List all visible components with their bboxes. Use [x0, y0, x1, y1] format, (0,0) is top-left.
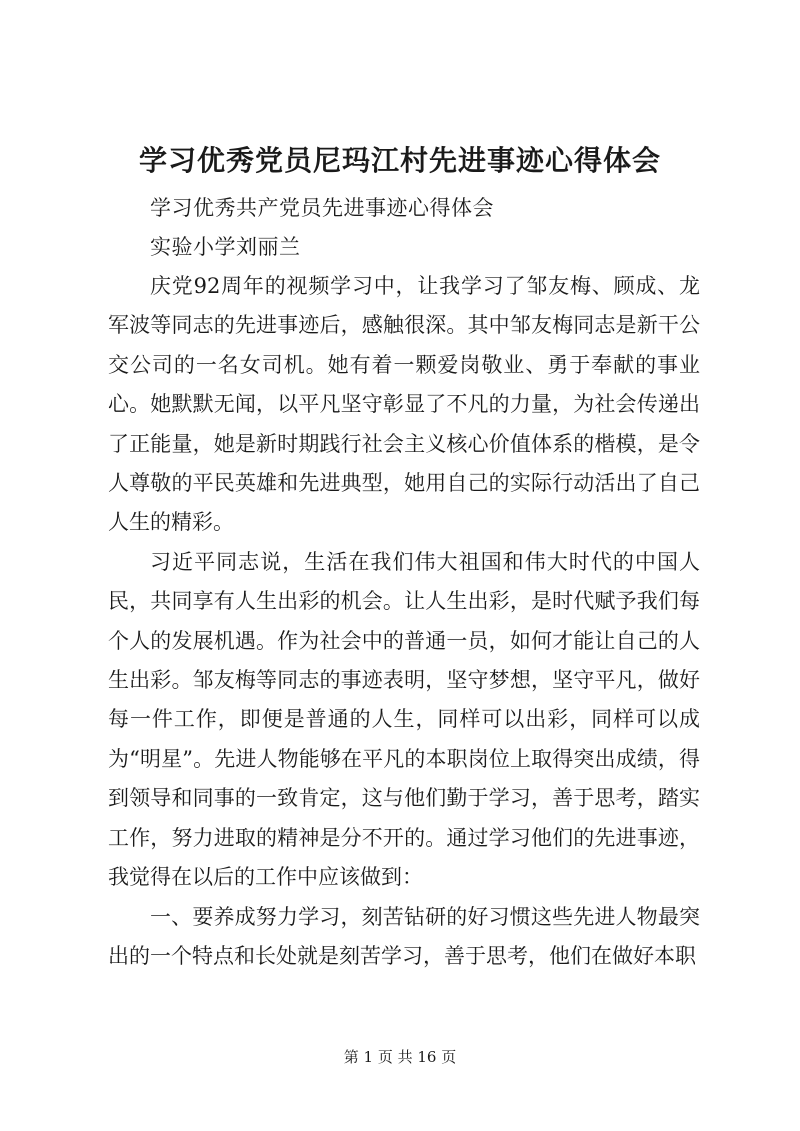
body-paragraph-1: 庆党92周年的视频学习中，让我学习了邹友梅、顾成、龙军波等同志的先进事迹后，感触很深。其中邹友梅同志是新干公交公司的一名女司机。她有着一颗爱岗敬业、勇于奉献的事业心。她默默无闻，以平凡坚守彰显了不凡的力量，为社会传递出了正能量，她是新时期践行社会主义核心价值体系的楷模，是令人尊敬的平民英雄和先进典型，她用自己的实际行动活出了自己人生的精彩。 [108, 274, 700, 535]
document-body [108, 267, 700, 976]
document-title: 学习优秀党员尼玛江村先进事迹心得体会 [138, 144, 661, 177]
document-author: 实验小学刘丽兰 [150, 235, 301, 259]
body-paragraph-3: 一、要养成努力学习，刻苦钻研的好习惯这些先进人物最突出的一个特点和长处就是刻苦学习，善于思考，他们在做好本职 [108, 904, 700, 968]
body-paragraph-2: 习近平同志说，生活在我们伟大祖国和伟大时代的中国人民，共同享有人生出彩的机会。让人生出彩，是时代赋予我们每个人的发展机遇。作为社会中的普通一员，如何才能让自己的人生出彩。邹友梅等同志的事迹表明，坚守梦想，坚守平凡，做好每一件工作，即便是普通的人生，同样可以出彩，同样可以成为“明星”。先进人物能够在平凡的本职岗位上取得突出成绩，得到领导和同事的一致肯定，这与他们勤于学习，善于思考，踏实工作，努力进取的精神是分不开的。通过学习他们的先进事迹，我觉得在以后的工作中应该做到： [108, 549, 700, 890]
page-number-footer: 第 1 页 共 16 页 [343, 1048, 457, 1066]
document-subtitle: 学习优秀共产党员先进事迹心得体会 [150, 196, 494, 220]
